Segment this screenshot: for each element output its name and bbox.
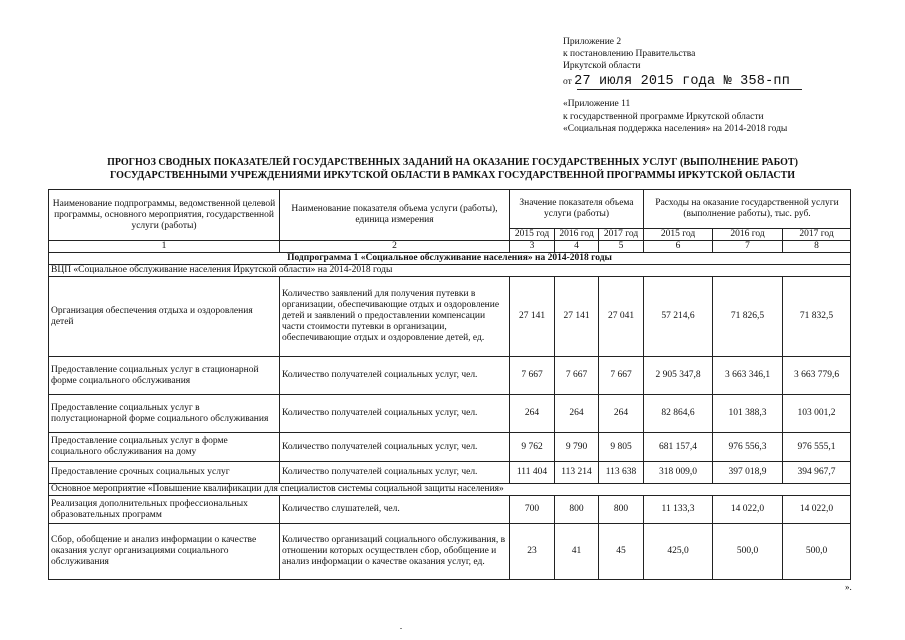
cost-2015: 11 133,3 bbox=[644, 496, 713, 524]
year-cell: 2015 год bbox=[510, 229, 555, 241]
table-row bbox=[49, 524, 851, 580]
value-2017: 113 638 bbox=[599, 462, 644, 484]
title-line-2: ГОСУДАРСТВЕННЫМИ УЧРЕЖДЕНИЯМИ ИРКУТСКОЙ ОБЛАСТИ В РАМКАХ ГОСУДАРСТВЕННОЙ ПРОГРАММЫ ИРКУТСКОЙ ОБЛАСТИ bbox=[109, 170, 796, 181]
col-number: 4 bbox=[555, 241, 599, 253]
year-cell: 2016 год bbox=[713, 229, 783, 241]
cost-2015: 425,0 bbox=[644, 524, 713, 580]
year-cell: 2017 год bbox=[783, 229, 851, 241]
inner-line-2: к государственной программе Иркутской области bbox=[563, 112, 764, 122]
cost-2017: 71 832,5 bbox=[783, 277, 851, 357]
value-2017: 800 bbox=[599, 496, 644, 524]
from-label: от bbox=[563, 77, 572, 87]
cost-2016: 3 663 346,1 bbox=[713, 357, 783, 395]
service-name: Реализация дополнительных профессиональных образовательных программ bbox=[49, 496, 280, 524]
cost-2017: 14 022,0 bbox=[783, 496, 851, 524]
value-2016: 264 bbox=[555, 395, 599, 433]
indicator-name: Количество организаций социального обслуживания, в отношении которых осуществлен сбор, обобщение и анализ информации о качестве оказания услуг, ед. bbox=[280, 524, 510, 580]
value-2016: 9 790 bbox=[555, 433, 599, 462]
appendix-label: Приложение 2 bbox=[563, 37, 622, 47]
page-title bbox=[0, 156, 905, 182]
doc-date-number: 27 июля 2015 года № 358-пп bbox=[574, 74, 790, 89]
subprogram-row bbox=[49, 253, 851, 265]
title-line-1: ПРОГНОЗ СВОДНЫХ ПОКАЗАТЕЛЕЙ ГОСУДАРСТВЕННЫХ ЗАДАНИЙ НА ОКАЗАНИЕ ГОСУДАРСТВЕННЫХ УСЛУГ (ВЫПОЛНЕНИЕ РАБОТ) bbox=[107, 157, 798, 168]
year-cell: 2017 год bbox=[599, 229, 644, 241]
col-number: 1 bbox=[49, 241, 280, 253]
cost-2016: 397 018,9 bbox=[713, 462, 783, 484]
head-group-values: Значение показателя объема услуги (работы) bbox=[510, 190, 644, 229]
col-number: 3 bbox=[510, 241, 555, 253]
col-numbers-row bbox=[49, 241, 851, 253]
value-2015: 111 404 bbox=[510, 462, 555, 484]
table-row bbox=[49, 462, 851, 484]
main-activity-title: Основное мероприятие «Повышение квалификации для специалистов системы социальной защиты населения» bbox=[49, 484, 851, 496]
head-col-indicator: Наименование показателя объема услуги (работы), единица измерения bbox=[280, 190, 510, 241]
service-name: Предоставление срочных социальных услуг bbox=[49, 462, 280, 484]
indicator-name: Количество заявлений для получения путевки в организации, обеспечивающие отдых и оздоровление детей и заявлений о предоставлении компенсации части стоимости путевки в организации, обеспечивающие отдых и оздоровление детей, ед. bbox=[280, 277, 510, 357]
table-row bbox=[49, 433, 851, 462]
col-number: 5 bbox=[599, 241, 644, 253]
service-name: Предоставление социальных услуг в полустационарной форме социального обслуживания bbox=[49, 395, 280, 433]
indicators-table bbox=[48, 189, 851, 580]
table-row bbox=[49, 357, 851, 395]
value-2017: 7 667 bbox=[599, 357, 644, 395]
cost-2015: 57 214,6 bbox=[644, 277, 713, 357]
service-name: Предоставление социальных услуг в стационарной форме социального обслуживания bbox=[49, 357, 280, 395]
col-number: 2 bbox=[280, 241, 510, 253]
value-2015: 7 667 bbox=[510, 357, 555, 395]
cost-2017: 394 967,7 bbox=[783, 462, 851, 484]
value-2017: 27 041 bbox=[599, 277, 644, 357]
value-2016: 800 bbox=[555, 496, 599, 524]
cost-2016: 101 388,3 bbox=[713, 395, 783, 433]
cost-2015: 681 157,4 bbox=[644, 433, 713, 462]
table-row bbox=[49, 277, 851, 357]
region-line: Иркутской области bbox=[563, 61, 641, 71]
service-name: Предоставление социальных услуг в форме социального обслуживания на дому bbox=[49, 433, 280, 462]
header-row bbox=[49, 190, 851, 229]
cost-2016: 14 022,0 bbox=[713, 496, 783, 524]
indicator-name: Количество получателей социальных услуг, чел. bbox=[280, 433, 510, 462]
service-name: Сбор, обобщение и анализ информации о качестве оказания услуг организациями социального обслуживания bbox=[49, 524, 280, 580]
head-col-name: Наименование подпрограммы, ведомственной целевой программы, основного мероприятия, государственной услуги (работы) bbox=[49, 190, 280, 241]
value-2017: 45 bbox=[599, 524, 644, 580]
indicator-name: Количество получателей социальных услуг, чел. bbox=[280, 357, 510, 395]
vcp-row bbox=[49, 265, 851, 277]
cost-2015: 2 905 347,8 bbox=[644, 357, 713, 395]
value-2015: 27 141 bbox=[510, 277, 555, 357]
value-2016: 7 667 bbox=[555, 357, 599, 395]
subprogram-title: Подпрограмма 1 «Социальное обслуживание населения» на 2014-2018 годы bbox=[49, 253, 851, 265]
value-2016: 113 214 bbox=[555, 462, 599, 484]
cost-2017: 976 555,1 bbox=[783, 433, 851, 462]
table-row bbox=[49, 395, 851, 433]
closing-quote-mark: ». bbox=[845, 582, 852, 592]
value-2015: 23 bbox=[510, 524, 555, 580]
col-number: 8 bbox=[783, 241, 851, 253]
year-cell: 2016 год bbox=[555, 229, 599, 241]
scan-speck bbox=[400, 628, 402, 629]
indicator-name: Количество получателей социальных услуг, чел. bbox=[280, 462, 510, 484]
cost-2015: 318 009,0 bbox=[644, 462, 713, 484]
indicator-name: Количество получателей социальных услуг, чел. bbox=[280, 395, 510, 433]
table-row bbox=[49, 496, 851, 524]
value-2015: 700 bbox=[510, 496, 555, 524]
value-2017: 264 bbox=[599, 395, 644, 433]
cost-2017: 500,0 bbox=[783, 524, 851, 580]
indicator-name: Количество слушателей, чел. bbox=[280, 496, 510, 524]
cost-2016: 71 826,5 bbox=[713, 277, 783, 357]
service-name: Организация обеспечения отдыха и оздоровления детей bbox=[49, 277, 280, 357]
main-activity-row bbox=[49, 484, 851, 496]
value-2015: 9 762 bbox=[510, 433, 555, 462]
inner-line-3: «Социальная поддержка населения» на 2014-2018 годы bbox=[563, 124, 788, 134]
cost-2017: 3 663 779,6 bbox=[783, 357, 851, 395]
inner-appendix: «Приложение 11 bbox=[563, 99, 631, 109]
cost-2016: 976 556,3 bbox=[713, 433, 783, 462]
col-number: 7 bbox=[713, 241, 783, 253]
date-stamp bbox=[563, 74, 790, 89]
cost-2015: 82 864,6 bbox=[644, 395, 713, 433]
cost-2017: 103 001,2 bbox=[783, 395, 851, 433]
vcp-title: ВЦП «Социальное обслуживание населения Иркутской области» на 2014-2018 годы bbox=[49, 265, 851, 277]
head-group-costs: Расходы на оказание государственной услуги (выполнение работы), тыс. руб. bbox=[644, 190, 851, 229]
year-cell: 2015 год bbox=[644, 229, 713, 241]
value-2015: 264 bbox=[510, 395, 555, 433]
resolution-line: к постановлению Правительства bbox=[563, 49, 696, 59]
col-number: 6 bbox=[644, 241, 713, 253]
value-2016: 41 bbox=[555, 524, 599, 580]
stamp-underline bbox=[577, 89, 802, 90]
cost-2016: 500,0 bbox=[713, 524, 783, 580]
value-2017: 9 805 bbox=[599, 433, 644, 462]
value-2016: 27 141 bbox=[555, 277, 599, 357]
